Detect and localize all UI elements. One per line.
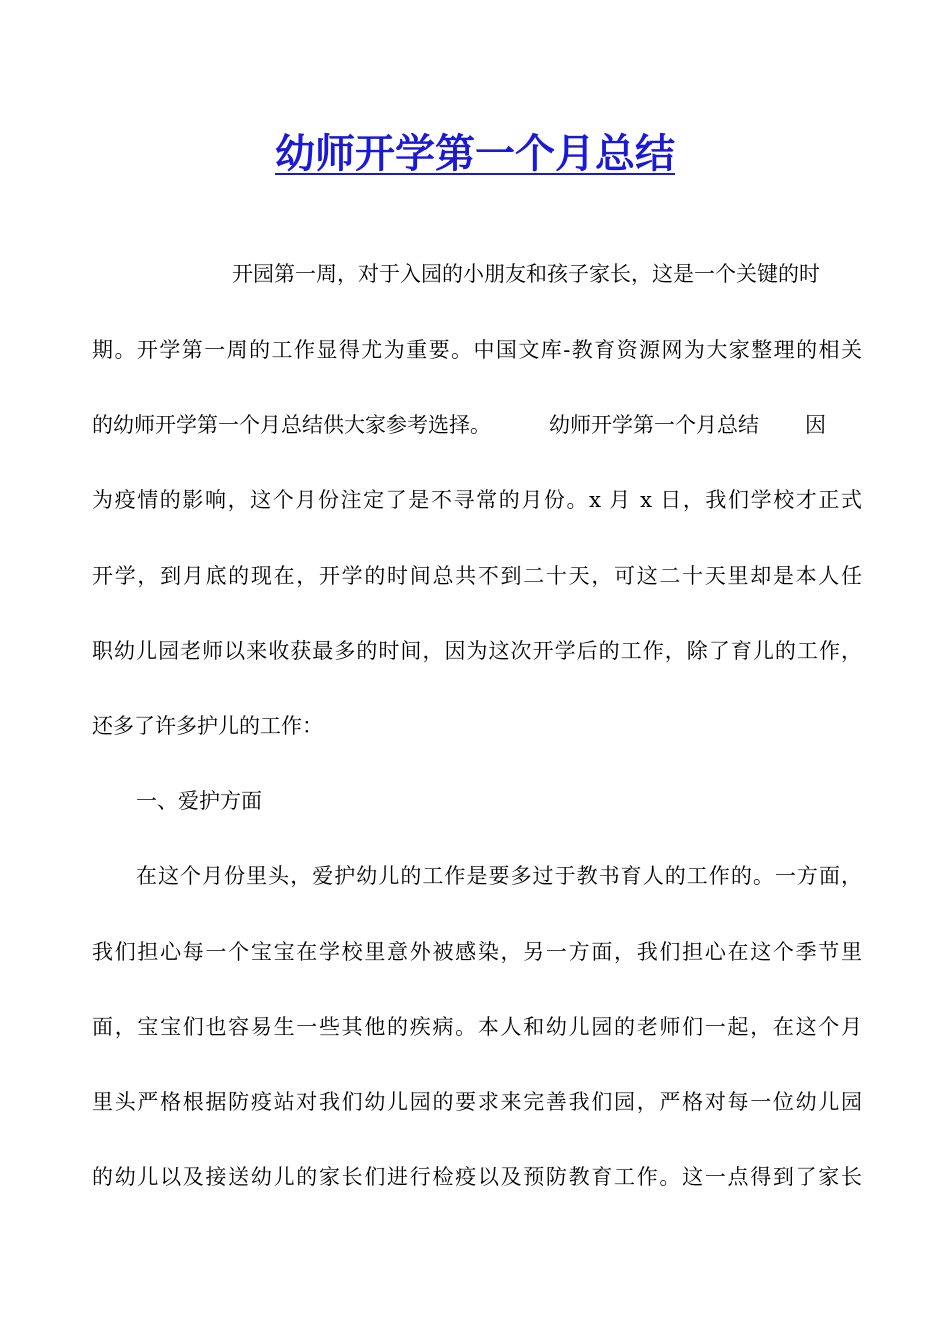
section1-line2: 我们担心每一个宝宝在学校里意外被感染，另一方面，我们担心在这个季节里 <box>92 940 862 964</box>
paragraph1-line4: 为疫情的影响，这个月份注定了是不寻常的月份。x 月 x 日，我们学校才正式 <box>92 488 862 512</box>
section1-line1: 在这个月份里头，爱护幼儿的工作是要多过于教书育人的工作的。一方面， <box>136 864 862 888</box>
paragraph1-line5: 开学，到月底的现在，开学的时间总共不到二十天，可这二十天里却是本人任 <box>92 564 862 588</box>
paragraph1-line7: 还多了许多护儿的工作： <box>92 714 323 738</box>
paragraph1-line3-part1: 的幼师开学第一个月总结供大家参考选择。 <box>92 413 491 437</box>
paragraph1-line3 <box>92 410 862 440</box>
section1-line4: 里头严格根据防疫站对我们幼儿园的要求来完善我们园，严格对每一位幼儿园 <box>92 1090 862 1114</box>
title-link[interactable]: 幼师开学第一个月总结 <box>275 131 675 177</box>
paragraph1-line6: 职幼儿园老师以来收获最多的时间，因为这次开学后的工作，除了育儿的工作， <box>92 639 862 663</box>
document-title <box>0 126 950 182</box>
section1-line3: 面，宝宝们也容易生一些其他的疾病。本人和幼儿园的老师们一起，在这个月 <box>92 1015 862 1039</box>
section1-line5: 的幼儿以及接送幼儿的家长们进行检疫以及预防教育工作。这一点得到了家长 <box>92 1165 862 1189</box>
paragraph1-line2: 期。开学第一周的工作显得尤为重要。中国文库-教育资源网为大家整理的相关 <box>92 338 862 362</box>
inline-subtitle: 幼师开学第一个月总结 <box>549 413 759 437</box>
section1-heading: 一、爱护方面 <box>136 789 262 813</box>
paragraph1-line1: 开园第一周，对于入园的小朋友和孩子家长，这是一个关键的时 <box>232 262 820 286</box>
paragraph1-line3-part3: 因 <box>805 413 826 437</box>
